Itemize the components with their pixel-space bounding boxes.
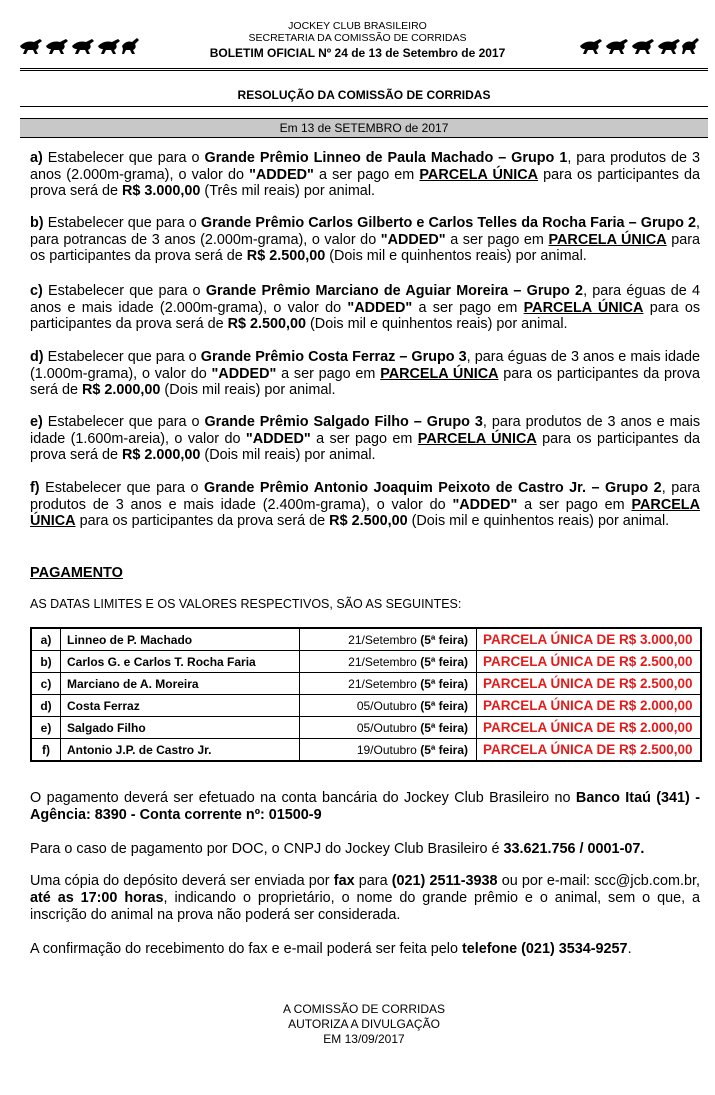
row-letter: d) [31,695,61,717]
divider [20,68,708,69]
deadline-time: até as 17:00 horas [30,890,164,906]
row-value: PARCELA ÚNICA DE R$ 2.000,00 [477,717,702,739]
row-deadline [300,628,477,651]
item-text: Estabelecer que para o [47,349,197,365]
item-text: para os participantes da prova será de [30,430,701,463]
row-deadline [300,673,477,695]
payment-title: PAGAMENTO [30,565,123,581]
row-letter: c) [31,673,61,695]
row-weekday: (5ª feira) [420,742,468,757]
copy-text: Uma cópia do depósito deverá ser enviada por [30,873,330,889]
confirm-paragraph [30,941,700,958]
added-label: "ADDED" [380,231,446,248]
item-text: a ser pago em [450,231,544,248]
resolution-item [30,349,700,399]
row-value: PARCELA ÚNICA DE R$ 2.000,00 [477,695,702,717]
item-text: a ser pago em [319,166,415,183]
row-weekday: (5ª feira) [420,676,468,691]
parcela-label: PARCELA ÚNICA [417,430,537,447]
item-text: (Dois mil reais) por animal. [164,382,336,398]
header-dept: SECRETARIA DA COMISSÃO DE CORRIDAS [248,32,467,44]
item-text: , para éguas de 4 anos e mais idade (2.000m-grama), o valor do [30,283,701,316]
item-text: , para produtos de 3 anos (2.000m-grama), o valor do [30,150,701,183]
item-text: (Dois mil reais) por animal. [204,447,376,463]
row-weekday: (5ª feira) [420,720,468,735]
item-text: para os participantes da prova será de [30,365,701,398]
confirm-text: A confirmação do recebimento do fax e e-mail poderá ser feita pelo [30,941,458,957]
item-text: para os participantes da prova será de [79,513,326,529]
added-label: "ADDED" [211,365,277,382]
row-value: PARCELA ÚNICA DE R$ 3.000,00 [477,628,702,651]
resolution-item [30,150,700,200]
item-text: (Três mil reais) por animal. [204,183,376,199]
added-label: "ADDED" [245,430,311,447]
footer-line: A COMISSÃO DE CORRIDAS [282,1002,446,1016]
cnpj-text: Para o caso de pagamento por DOC, o CNPJ do Jockey Club Brasileiro é [30,841,500,857]
section-title: RESOLUÇÃO DA COMISSÃO DE CORRIDAS [237,88,491,102]
item-letter: a) [30,150,43,166]
parcela-label: PARCELA ÚNICA [30,496,700,529]
footer [0,1002,715,1047]
item-text: a ser pago em [524,496,625,513]
copy-paragraph [30,873,700,924]
item-text: a ser pago em [316,430,413,447]
item-text: a ser pago em [418,299,518,316]
race-name: Grande Prêmio Carlos Gilberto e Carlos Telles da Rocha Faria – Grupo 2 [200,215,697,231]
row-letter: f) [31,739,61,762]
added-label: "ADDED" [452,496,518,513]
amount-value: R$ 2.000,00 [82,382,161,398]
item-letter: f) [30,480,40,496]
row-race: Salgado Filho [61,717,300,739]
row-race: Costa Ferraz [61,695,300,717]
amount-value: R$ 2.000,00 [122,447,201,463]
row-date: 19/Outubro [356,742,417,757]
added-label: "ADDED" [347,299,413,316]
table-row [31,739,701,762]
row-value: PARCELA ÚNICA DE R$ 2.500,00 [477,651,702,673]
header-bulletin: BOLETIM OFICIAL Nº 24 de 13 de Setembro de 2017 [209,46,506,60]
parcela-label: PARCELA ÚNICA [419,166,539,183]
item-text: Estabelecer que para o [47,414,200,430]
cnpj-number: 33.621.756 / 0001-07. [503,841,645,857]
row-deadline [300,739,477,762]
footer-line: AUTORIZA A DIVULGAÇÃO [288,1017,440,1031]
account-details: Banco Itaú (341) - Agência: 8390 - Conta corrente nº: 01500-9 [30,790,701,823]
copy-text: para [358,873,388,889]
row-deadline [300,717,477,739]
item-text: a ser pago em [281,365,376,382]
amount-value: R$ 3.000,00 [122,183,201,199]
item-letter: d) [30,349,44,365]
resolution-item [30,283,700,333]
item-text: para os participantes da prova será de [30,299,701,332]
table-row [31,673,701,695]
table-row [31,628,701,651]
row-date: 21/Setembro [348,676,417,691]
confirm-phone: telefone (021) 3534-9257 [461,941,628,957]
item-text: , para potrancas de 3 anos (2.000m-grama), o valor do [30,215,701,248]
row-race: Marciano de A. Moreira [61,673,300,695]
racing-horses-icon [578,34,700,56]
parcela-label: PARCELA ÚNICA [380,365,499,382]
race-name: Grande Prêmio Costa Ferraz – Grupo 3 [200,349,467,365]
resolution-item [30,414,700,464]
item-text: (Dois mil e quinhentos reais) por animal. [411,513,670,529]
row-date: 21/Setembro [348,654,417,669]
row-value: PARCELA ÚNICA DE R$ 2.500,00 [477,673,702,695]
row-race: Antonio J.P. de Castro Jr. [61,739,300,762]
row-race: Carlos G. e Carlos T. Rocha Faria [61,651,300,673]
racing-horses-icon [18,34,140,56]
added-label: "ADDED" [249,166,314,183]
row-value: PARCELA ÚNICA DE R$ 2.500,00 [477,739,702,762]
row-weekday: (5ª feira) [420,654,468,669]
race-name: Grande Prêmio Marciano de Aguiar Moreira – Grupo 2 [205,283,584,299]
copy-fax: fax [333,873,355,889]
row-date: 05/Outubro [356,720,417,735]
parcela-label: PARCELA ÚNICA [523,299,644,316]
item-text: Estabelecer que para o [45,480,199,496]
row-weekday: (5ª feira) [420,632,468,647]
amount-value: R$ 2.500,00 [329,513,408,529]
parcela-label: PARCELA ÚNICA [548,231,667,248]
fax-number: (021) 2511-3938 [391,873,498,889]
item-letter: b) [30,215,44,231]
item-text: , para produtos de 3 anos e mais idade (1.600m-areia), o valor do [30,414,701,447]
amount-value: R$ 2.500,00 [227,316,307,332]
row-deadline [300,651,477,673]
account-paragraph [30,790,700,824]
date-bar: Em 13 de SETEMBRO de 2017 [20,118,708,138]
cnpj-paragraph [30,841,700,858]
item-text: (Dois mil e quinhentos reais) por animal. [329,248,587,264]
row-date: 05/Outubro [356,698,417,713]
copy-text: , indicando o proprietário, o nome do grande prêmio e o animal, sem o que, a inscrição do animal na prova não poderá ser considerada. [30,890,700,923]
table-row [31,717,701,739]
header-org: JOCKEY CLUB BRASILEIRO [288,20,427,32]
amount-value: R$ 2.500,00 [246,248,326,264]
divider [20,70,708,71]
account-text: O pagamento deverá ser efetuado na conta bancária do Jockey Club Brasileiro no [30,790,571,806]
payment-subtitle: AS DATAS LIMITES E OS VALORES RESPECTIVOS, SÃO AS SEGUINTES: [30,597,462,611]
table-row [31,651,701,673]
copy-email-text: ou por e-mail: scc@jcb.com.br, [501,873,700,889]
footer-date: EM 13/09/2017 [323,1032,405,1046]
item-text: Estabelecer que para o [48,283,201,299]
divider [20,106,708,107]
row-date: 21/Setembro [348,632,417,647]
race-name: Grande Prêmio Salgado Filho – Grupo 3 [204,414,483,430]
item-letter: e) [30,414,43,430]
item-text: Estabelecer que para o [47,150,200,166]
resolution-item [30,215,700,265]
row-weekday: (5ª feira) [420,698,468,713]
item-text: para os participantes da prova será de [30,231,700,264]
item-text: Estabelecer que para o [47,215,197,231]
row-letter: b) [31,651,61,673]
item-text: para os participantes da prova será de [30,166,701,199]
item-text: , para produtos de 3 anos e mais idade (2.400m-grama), o valor do [30,480,701,513]
row-letter: e) [31,717,61,739]
race-name: Grande Prêmio Antonio Joaquim Peixoto de Castro Jr. – Grupo 2 [204,480,662,496]
payment-table [30,627,702,762]
item-text: (Dois mil e quinhentos reais) por animal. [310,316,568,332]
race-name: Grande Prêmio Linneo de Paula Machado – Grupo 1 [204,150,568,166]
item-letter: c) [30,283,43,299]
table-row [31,695,701,717]
row-deadline [300,695,477,717]
item-text: , para éguas de 3 anos e mais idade (1.000m-grama), o valor do [30,349,701,382]
resolution-item [30,480,700,530]
row-letter: a) [31,628,61,651]
confirm-end: . [627,941,632,957]
row-race: Linneo de P. Machado [61,628,300,651]
